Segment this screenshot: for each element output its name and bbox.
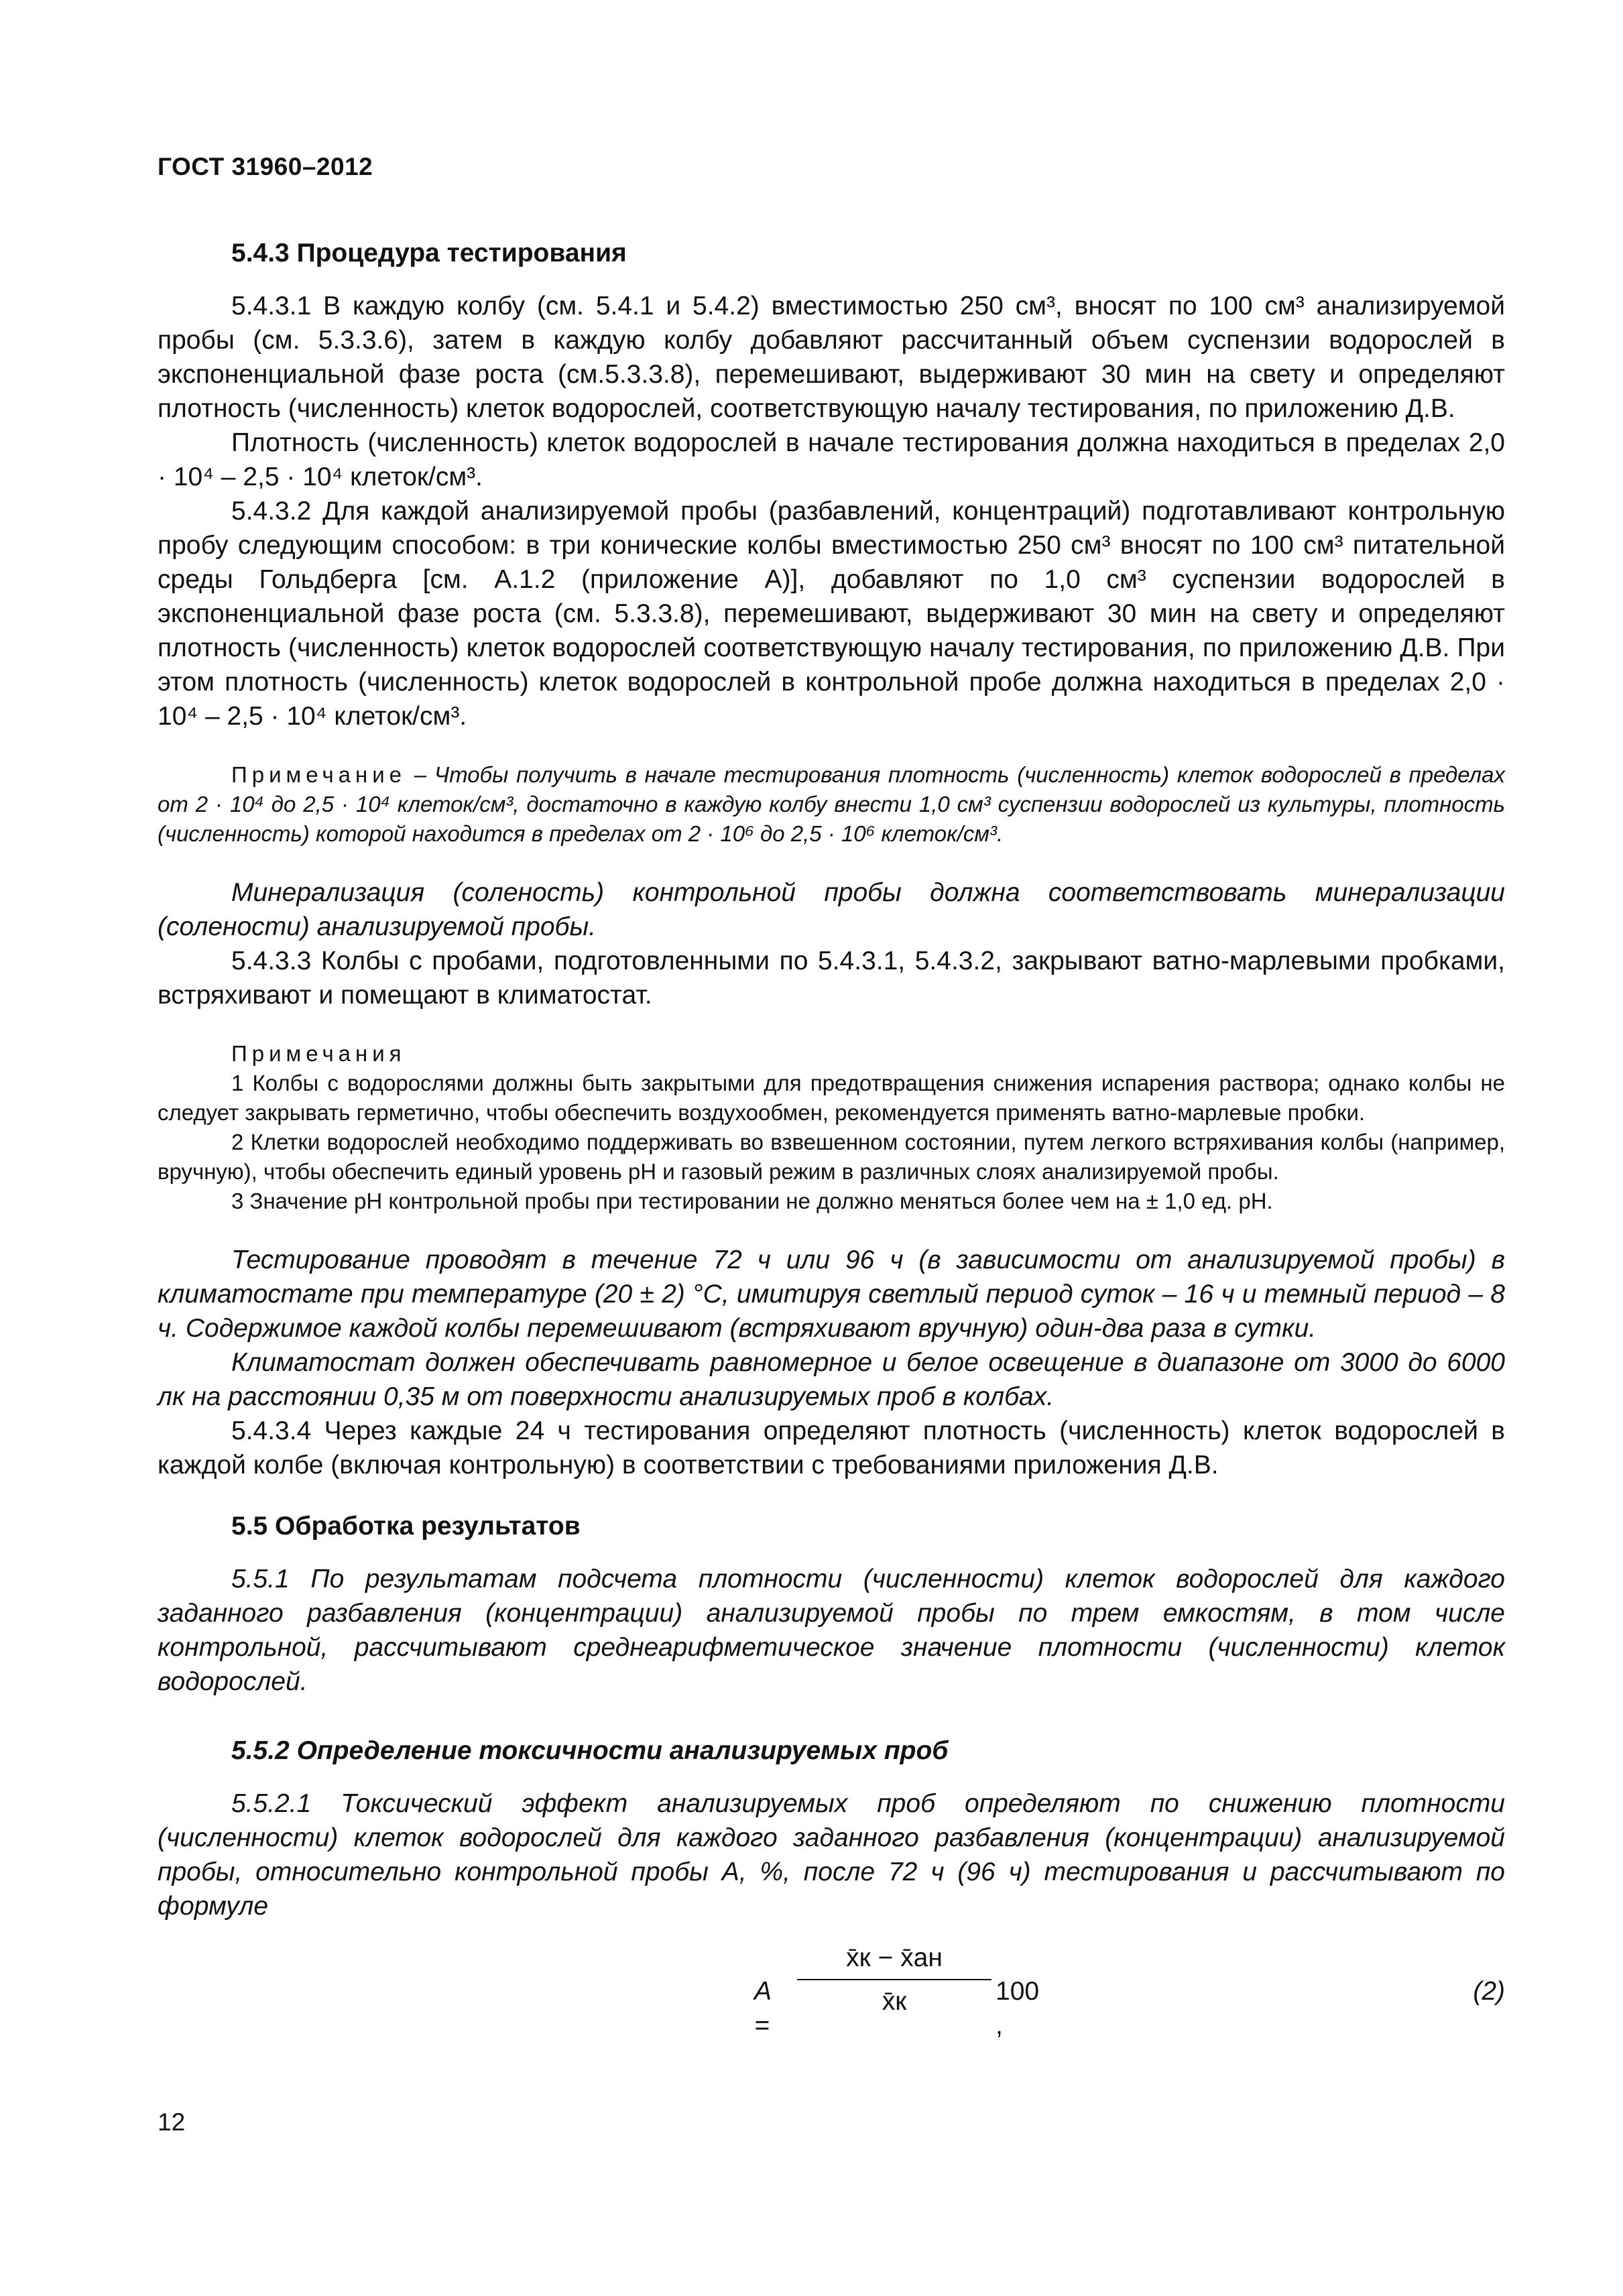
document-body bbox=[158, 236, 1505, 2041]
paragraph-5-4-3-4: 5.4.3.4 Через каждые 24 ч тестирования определяют плотность (численность) клеток водорослей в каждой колбе (включая контрольную) в соответствии с требованиями приложения Д.В. bbox=[158, 1416, 1505, 1479]
note-item-2: 2 Клетки водорослей необходимо поддерживать во взвешенном состоянии, путем легкого встряхивания колбы (например, вручную), чтобы обеспечить единый уровень pH и газовый режим в различных слоях анализируемой пробы. bbox=[158, 1130, 1505, 1184]
formula-fraction bbox=[797, 1941, 991, 2018]
section-title-5-5-2: 5.5.2 Определение токсичности анализируемых проб bbox=[231, 1736, 949, 1765]
section-title-5-4-3: 5.4.3 Процедура тестирования bbox=[231, 239, 627, 267]
paragraph-testing: Тестирование проводят в течение 72 ч или 96 ч (в зависимости от анализируемой пробы) в климатостате при температуре (20 ± 2) °С, имитируя светлый период суток – 16 ч и темный период – 8 ч. Содержимое каждой колбы перемешивают (встряхивают вручную) один-два раза в сутки. bbox=[158, 1246, 1505, 1343]
note-label: Примечание bbox=[231, 762, 407, 787]
page-number: 12 bbox=[158, 2108, 186, 2136]
formula-lhs: A = bbox=[754, 1977, 771, 2040]
paragraph-5-4-3-3: 5.4.3.3 Колбы с пробами, подготовленными по 5.4.3.1, 5.4.3.2, закрывают ватно-марлевыми пробками, встряхивают и помещают в климатостат. bbox=[158, 947, 1505, 1010]
document-header: ГОСТ 31960–2012 bbox=[158, 153, 373, 180]
paragraph-mineralization: Минерализация (соленость) контрольной пробы должна соответствовать минерализации (солености) анализируемой пробы. bbox=[158, 878, 1505, 941]
paragraph-climatostat: Климатостат должен обеспечивать равномерное и белое освещение в диапазоне от 3000 до 6000 лк на расстоянии 0,35 м от поверхности анализируемых проб в колбах. bbox=[158, 1348, 1505, 1411]
paragraph-5-4-3-2: 5.4.3.2 Для каждой анализируемой пробы (разбавлений, концентраций) подготавливают контрольную пробу следующим способом: в три конические колбы вместимостью 250 см³ вносят по 100 см³ питательной среды Гольдберга [см. А.1.2 (приложение А)], добавляют по 1,0 см³ суспензии водорослей в экспоненциальной фазе роста (см. 5.3.3.8), перемешивают, выдерживают 30 мин на свету и определяют плотность (численность) клеток водорослей соответствующую началу тестирования, по приложению Д.В. При этом плотность (численность) клеток водорослей в контрольной пробе должна находиться в пределах 2,0 · 10⁴ – 2,5 · 10⁴ клеток/см³. bbox=[158, 497, 1505, 731]
paragraph-5-5-1: 5.5.1 По результатам подсчета плотности (численности) клеток водорослей для каждого заданного разбавления (концентрации) анализируемой пробы по трем емкостям, в том числе контрольной, рассчитывают среднеарифметическое значение плотности (численности) клеток водорослей. bbox=[158, 1565, 1505, 1696]
note-item-3: 3 Значение pH контрольной пробы при тестировании не должно меняться более чем на ± 1,0 ед. pH. bbox=[231, 1189, 1273, 1213]
notes-block bbox=[158, 1039, 1505, 1216]
paragraph-5-5-2-1: 5.5.2.1 Токсический эффект анализируемых проб определяют по снижению плотности (численности) клеток водорослей для каждого заданного разбавления (концентрации) анализируемой пробы, относительно контрольной пробы А, %, после 72 ч (96 ч) тестирования и рассчитывают по формуле bbox=[158, 1789, 1505, 1921]
formula-denominator: x̄к bbox=[882, 1987, 907, 2016]
formula-numerator: x̄к − x̄ан bbox=[797, 1941, 991, 1980]
formula-2 bbox=[158, 1941, 1505, 2041]
note-block-1 bbox=[158, 760, 1505, 849]
note-text: – Чтобы получить в начале тестирования плотность (численность) клеток водорослей в пределах от 2 · 10⁴ до 2,5 · 10⁴ клеток/см³, достаточно в каждую колбу внести 1,0 см³ суспензии водорослей из культуры, плотность (численность) которой находится в пределах от 2 · 10⁶ до 2,5 · 10⁶ клеток/см³. bbox=[158, 762, 1505, 846]
paragraph-5-4-3-1: 5.4.3.1 В каждую колбу (см. 5.4.1 и 5.4.2) вместимостью 250 см³, вносят по 100 см³ анализируемой пробы (см. 5.3.3.6), затем в каждую колбу добавляют рассчитанный объем суспензии водорослей в экспоненциальной фазе роста (см.5.3.3.8), перемешивают, выдерживают 30 мин на свету и определяют плотность (численность) клеток водорослей, соответствующую началу тестирования, по приложению Д.В. bbox=[158, 292, 1505, 423]
formula-number: (2) bbox=[1473, 1977, 1505, 2006]
paragraph-density: Плотность (численность) клеток водорослей в начале тестирования должна находиться в пределах 2,0 · 10⁴ – 2,5 · 10⁴ клеток/см³. bbox=[158, 428, 1505, 491]
note-item-1: 1 Колбы с водорослями должны быть закрытыми для предотвращения снижения испарения раствора; однако колбы не следует закрывать герметично, чтобы обеспечить воздухообмен, рекомендуется применять ватно-марлевые пробки. bbox=[158, 1071, 1505, 1125]
notes-label: Примечания bbox=[231, 1041, 406, 1066]
formula-rhs: 100 , bbox=[996, 1977, 1040, 2040]
section-title-5-5: 5.5 Обработка результатов bbox=[231, 1512, 581, 1540]
